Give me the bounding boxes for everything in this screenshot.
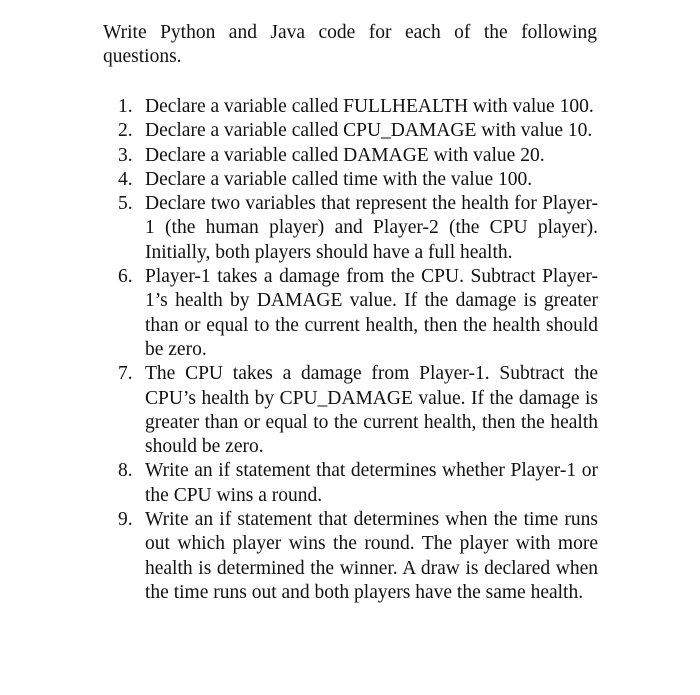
question-item (118, 168, 598, 192)
question-text: Declare a variable called CPU_DAMAGE with value 10. (145, 120, 593, 142)
question-text: Declare a variable called time with the value 100. (145, 168, 533, 190)
question-item (118, 95, 598, 119)
question-number: 5. (118, 193, 133, 215)
question-number: 4. (118, 168, 133, 190)
question-number: 3. (118, 144, 133, 166)
question-item (118, 362, 598, 459)
question-item (118, 508, 598, 605)
question-item (118, 119, 598, 143)
question-number: 6. (118, 266, 133, 288)
question-number: 9. (118, 509, 133, 531)
question-text: Player-1 takes a damage from the CPU. Subtract Player-1’s health by DAMAGE value. If the damage is greater than or equal to the current health, then the health should be zero. (145, 266, 598, 360)
question-item (118, 144, 598, 168)
question-item (118, 459, 598, 508)
question-item (118, 265, 598, 362)
question-text: The CPU takes a damage from Player-1. Subtract the CPU’s health by CPU_DAMAGE value. If the damage is greater than or equal to the current health, then the health should be zero. (145, 363, 598, 458)
question-number: 8. (118, 460, 133, 482)
intro-paragraph: Write Python and Java code for each of the following questions. (103, 22, 597, 67)
question-text: Write an if statement that determines whether Player-1 or the CPU wins a round. (145, 460, 598, 506)
question-text: Write an if statement that determines when the time runs out which player wins the round. The player with more health is determined the winner. A draw is declared when the time runs out and both players have the same health. (145, 509, 598, 603)
question-item (118, 192, 598, 265)
question-text: Declare two variables that represent the health for Player-1 (the human player) and Player-2 (the CPU player). Initially, both players should have a full health. (145, 193, 598, 263)
question-text: Declare a variable called FULLHEALTH with value 100. (145, 96, 594, 117)
question-number: 1. (118, 96, 133, 117)
question-text: Declare a variable called DAMAGE with value 20. (145, 144, 545, 166)
question-list (118, 95, 598, 605)
question-number: 7. (118, 363, 133, 385)
question-number: 2. (118, 120, 133, 142)
